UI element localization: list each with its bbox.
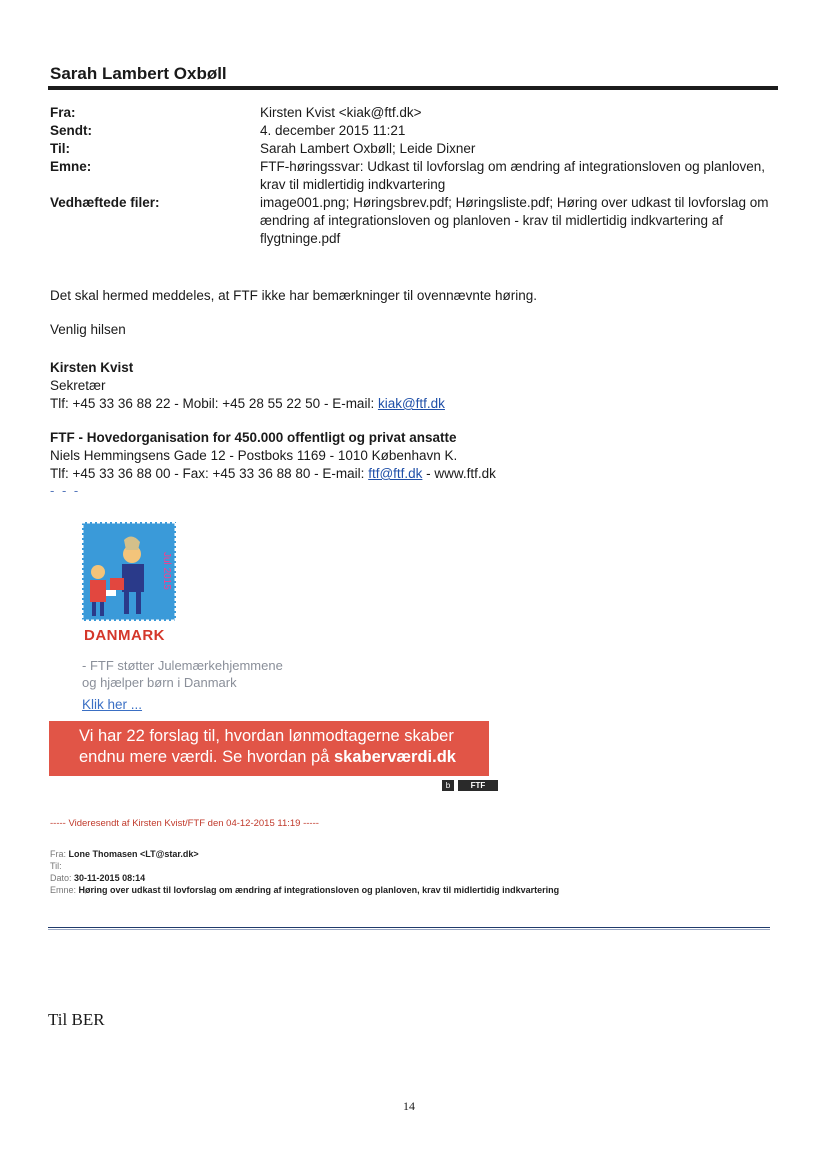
christmas-stamp-image[interactable] bbox=[80, 520, 178, 623]
meta-value: Kirsten Kvist <kiak@ftf.dk> bbox=[260, 105, 422, 120]
forward-meta bbox=[50, 848, 559, 896]
org-name: FTF - Hovedorganisation for 450.000 offentligt og privat ansatte bbox=[50, 430, 457, 445]
forward-label: Emne: bbox=[50, 885, 77, 895]
banner-line-2 bbox=[79, 747, 489, 768]
message-text: Det skal hermed meddeles, at FTF ikke har bemærkninger til ovennævnte høring. bbox=[50, 288, 537, 303]
sender-header-name: Sarah Lambert Oxbøll bbox=[50, 64, 227, 83]
phone-line: Tlf: +45 33 36 88 22 - Mobil: +45 28 55 22 50 - E-mail: bbox=[50, 396, 378, 411]
support-line-1: - FTF støtter Julemærkehjemmene bbox=[82, 658, 283, 673]
meta-label: Emne: bbox=[50, 159, 92, 174]
meta-value: FTF-høringssvar: Udkast til lovforslag om ændring af integrationsloven og planloven, krav til midlertidig indkvartering bbox=[260, 159, 765, 192]
signature-title: Sekretær bbox=[50, 378, 106, 393]
forward-label: Fra: bbox=[50, 849, 67, 859]
meta-value: Sarah Lambert Oxbøll; Leide Dixner bbox=[260, 141, 476, 156]
meta-row-sent bbox=[50, 122, 780, 140]
org-phone-line: Tlf: +45 33 36 88 00 - Fax: +45 33 36 88 80 - E-mail: bbox=[50, 466, 369, 481]
forward-row-date bbox=[50, 872, 559, 884]
forward-value: 30-11-2015 08:14 bbox=[74, 873, 146, 883]
forward-row-from bbox=[50, 848, 559, 860]
meta-label: Til: bbox=[50, 141, 70, 156]
meta-row-from bbox=[50, 104, 780, 122]
ftf-logo-icon: FTF bbox=[458, 780, 498, 791]
support-text bbox=[82, 657, 283, 691]
banner-line-1: Vi har 22 forslag til, hvordan lønmodtagerne skaber bbox=[79, 727, 454, 745]
meta-value: 4. december 2015 11:21 bbox=[260, 123, 406, 138]
letter-addressee: Til BER bbox=[48, 1010, 105, 1029]
org-address: Niels Hemmingsens Gade 12 - Postboks 1169 - 1010 København K. bbox=[50, 448, 458, 463]
meta-label: Vedhæftede filer: bbox=[50, 195, 160, 210]
meta-label: Sendt: bbox=[50, 123, 92, 138]
support-line-2: og hjælper børn i Danmark bbox=[82, 675, 237, 690]
forward-header: ----- Videresendt af Kirsten Kvist/FTF den 04-12-2015 11:19 ----- bbox=[50, 818, 319, 829]
stamp-year-text: Jul 2015 bbox=[161, 552, 172, 590]
forward-row-to bbox=[50, 860, 559, 872]
meta-row-subject bbox=[50, 158, 780, 194]
forward-divider-shadow bbox=[48, 929, 770, 930]
meta-label: Fra: bbox=[50, 105, 76, 120]
meta-value[interactable]: image001.png; Høringsbrev.pdf; Høringsliste.pdf; Høring over udkast til lovforslag om ændring af integrationsloven og planloven - krav til midlertidig indkvartering af flygtninge.pdf bbox=[260, 195, 769, 246]
email-link[interactable]: kiak@ftf.dk bbox=[377, 396, 445, 411]
click-here-link[interactable]: Klik her ... bbox=[82, 697, 143, 712]
org-email-link[interactable]: ftf@ftf.dk bbox=[368, 466, 423, 481]
b-logo-icon: b bbox=[442, 780, 454, 791]
page-number: 14 bbox=[403, 1099, 415, 1113]
forward-value: Lone Thomasen <LT@star.dk> bbox=[68, 849, 199, 859]
banner-site: skaberværdi.dk bbox=[334, 748, 456, 766]
forward-label: Dato: bbox=[50, 873, 72, 883]
skabervaerdi-banner[interactable] bbox=[49, 721, 489, 776]
header-divider bbox=[48, 86, 778, 90]
forward-value: Høring over udkast til lovforslag om ændring af integrationsloven og planloven, krav til midlertidig indkvartering bbox=[78, 885, 560, 895]
forward-row-subject bbox=[50, 884, 559, 896]
org-contact bbox=[50, 465, 496, 483]
greeting-text: Venlig hilsen bbox=[50, 322, 126, 337]
signature bbox=[50, 359, 445, 413]
danmark-label: DANMARK bbox=[84, 627, 165, 644]
banner-logos bbox=[442, 780, 498, 791]
org-web[interactable]: - www.ftf.dk bbox=[422, 466, 496, 481]
signature-name: Kirsten Kvist bbox=[50, 360, 134, 375]
org-signature bbox=[50, 429, 496, 483]
forward-divider bbox=[48, 927, 770, 928]
forward-label: Til: bbox=[50, 861, 62, 871]
email-meta bbox=[50, 104, 780, 248]
meta-row-to bbox=[50, 140, 780, 158]
signature-dashes: - - - bbox=[50, 483, 81, 498]
meta-row-attachments bbox=[50, 194, 780, 248]
signature-contact bbox=[50, 395, 445, 413]
banner-line-2-text: endnu mere værdi. Se hvordan på bbox=[79, 748, 334, 766]
